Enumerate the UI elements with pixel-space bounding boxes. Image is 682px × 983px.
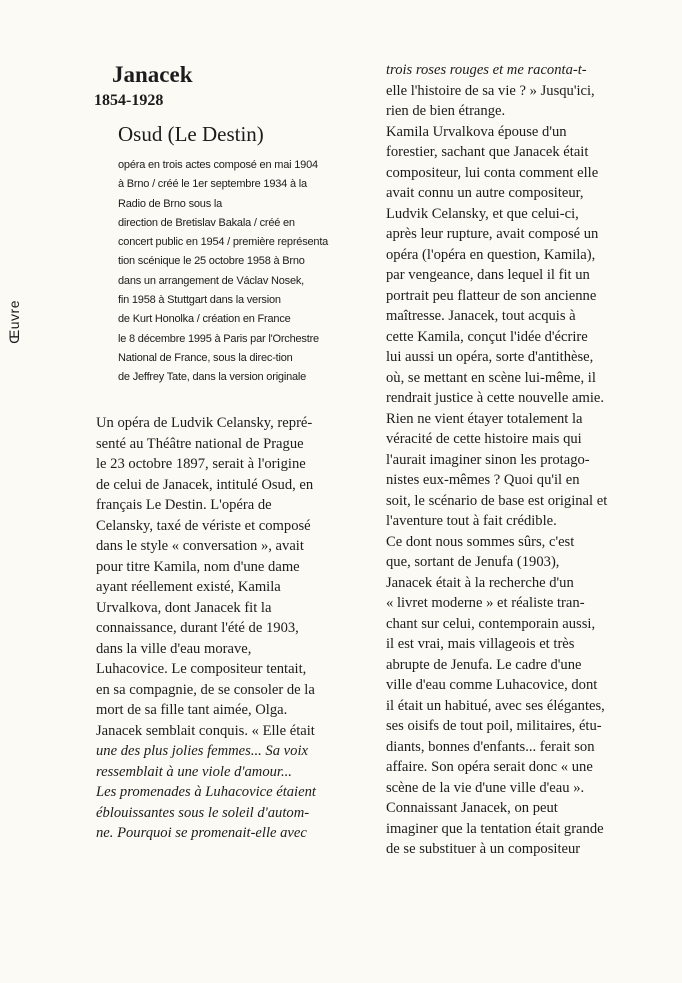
- text-line: Celansky, taxé de vériste et composé: [96, 517, 311, 534]
- text-line: il est vrai, mais villageois et très: [386, 636, 575, 652]
- text-line: une des plus jolies femmes... Sa voix: [96, 743, 308, 759]
- text-line: que, sortant de Jenufa (1903),: [386, 554, 560, 570]
- text-line: affaire. Son opéra serait donc « une: [386, 759, 593, 775]
- text-line: rien de bien étrange.: [386, 103, 506, 119]
- work-info-line: National de France, sous la direc-tion: [118, 351, 293, 364]
- work-info-line: à Brno / créé le 1er septembre 1934 à la: [118, 178, 307, 191]
- text-line: diants, bonnes d'enfants... ferait son: [386, 738, 595, 755]
- work-title: Osud (Le Destin): [118, 122, 264, 146]
- work-info: [118, 156, 368, 388]
- text-line: elle l'histoire de sa vie ? » Jusqu'ici,: [386, 82, 595, 99]
- text-line: soit, le scénario de base est original et: [386, 492, 608, 509]
- text-line: imaginer que la tentation était grande: [386, 820, 604, 837]
- left-column-text: [96, 413, 378, 844]
- text-line: Les promenades à Luhacovice étaient: [96, 784, 316, 800]
- text-line: éblouissantes sous le soleil d'autom-: [96, 804, 310, 821]
- text-line: mort de sa fille tant aimée, Olga.: [96, 702, 288, 718]
- text-line: après leur rupture, avait composé un: [386, 226, 599, 242]
- text-line: nistes eux-mêmes ? Quoi qu'il en: [386, 472, 580, 488]
- work-info-line: tion scénique le 25 octobre 1958 à Brno: [118, 255, 305, 268]
- text-line: en sa compagnie, de se consoler de la: [96, 681, 315, 698]
- text-line: forestier, sachant que Janacek était: [386, 144, 589, 160]
- right-column-text: [386, 60, 668, 860]
- work-info-line: concert public en 1954 / première représenta: [118, 236, 329, 249]
- work-info-line: fin 1958 à Stuttgart dans la version: [118, 294, 281, 307]
- text-line: par vengeance, dans lequel il fit un: [386, 267, 590, 283]
- work-info-line: opéra en trois actes composé en mai 1904: [118, 159, 318, 171]
- text-line: pour titre Kamila, nom d'une dame: [96, 558, 300, 575]
- work-info-line: le 8 décembre 1995 à Paris par l'Orchestre: [118, 332, 319, 345]
- text-line: rendrait justice à cette nouvelle amie.: [386, 390, 604, 406]
- text-line: Ludvik Celansky, et que celui-ci,: [386, 205, 579, 222]
- text-line: trois roses rouges et me raconta-t-: [386, 62, 587, 78]
- work-header: [94, 60, 374, 388]
- text-line: français Le Destin. L'opéra de: [96, 497, 272, 513]
- text-line: ne. Pourquoi se promenait-elle avec: [96, 825, 307, 841]
- text-line: ses oisifs de tout poil, militaires, étu-: [386, 718, 602, 734]
- text-line: Kamila Urvalkova épouse d'un: [386, 123, 567, 140]
- text-line: l'aventure tout à fait crédible.: [386, 513, 557, 529]
- work-info-line: direction de Bretislav Bakala / créé en: [118, 216, 295, 229]
- section-side-label: Œuvre: [6, 300, 22, 344]
- text-line: ressemblait à une viole d'amour...: [96, 763, 292, 780]
- text-line: de celui de Janacek, intitulé Osud, en: [96, 476, 314, 493]
- text-line: dans la ville d'eau morave,: [96, 640, 252, 657]
- text-line: avait connu un autre compositeur,: [386, 185, 584, 201]
- text-line: lui aussi un opéra, sorte d'antithèse,: [386, 349, 594, 365]
- text-line: portrait peu flatteur de son ancienne: [386, 287, 597, 304]
- text-line: compositeur, lui conta comment elle: [386, 164, 599, 181]
- composer-years: 1854-1928: [94, 92, 164, 109]
- text-line: « livret moderne » et réaliste tran-: [386, 595, 585, 611]
- text-line: cette Kamila, conçut l'idée d'écrire: [386, 328, 588, 345]
- text-line: Urvalkova, dont Janacek fit la: [96, 599, 272, 616]
- text-line: Ce dont nous sommes sûrs, c'est: [386, 533, 575, 550]
- text-line: de se substituer à un compositeur: [386, 841, 581, 857]
- work-info-line: dans un arrangement de Václav Nosek,: [118, 274, 305, 287]
- text-line: chant sur celui, contemporain aussi,: [386, 615, 596, 632]
- text-line: dans le style « conversation », avait: [96, 538, 304, 554]
- text-line: Janacek était à la recherche d'un: [386, 574, 574, 591]
- text-line: véracité de cette histoire mais qui: [386, 431, 582, 447]
- text-line: opéra (l'opéra en question, Kamila),: [386, 246, 596, 263]
- text-line: où, se mettant en scène lui-même, il: [386, 369, 596, 386]
- work-info-line: de Jeffrey Tate, dans la version originale: [118, 371, 307, 384]
- text-line: senté au Théâtre national de Prague: [96, 435, 304, 452]
- text-line: maîtresse. Janacek, tout acquis à: [386, 308, 576, 324]
- text-line: l'aurait imaginer sinon les protago-: [386, 451, 590, 468]
- text-line: ville d'eau comme Luhacovice, dont: [386, 677, 598, 693]
- text-line: Connaissant Janacek, on peut: [386, 800, 558, 816]
- text-line: abrupte de Jenufa. Le cadre d'une: [386, 656, 582, 673]
- text-line: Un opéra de Ludvik Celansky, repré-: [96, 415, 313, 431]
- text-line: connaissance, durant l'été de 1903,: [96, 620, 299, 636]
- work-info-line: de Kurt Honolka / création en France: [118, 313, 291, 326]
- text-line: scène de la vie d'une ville d'eau ».: [386, 779, 585, 796]
- text-line: Janacek semblait conquis. « Elle était: [96, 722, 315, 739]
- text-line: Rien ne vient étayer totalement la: [386, 410, 583, 427]
- composer-name: Janacek: [112, 62, 193, 87]
- text-line: il était un habitué, avec ses élégantes,: [386, 697, 605, 714]
- text-line: Luhacovice. Le compositeur tentait,: [96, 661, 307, 677]
- text-line: ayant réellement existé, Kamila: [96, 579, 281, 595]
- work-info-line: Radio de Brno sous la: [118, 197, 223, 210]
- text-line: le 23 octobre 1897, serait à l'origine: [96, 456, 306, 472]
